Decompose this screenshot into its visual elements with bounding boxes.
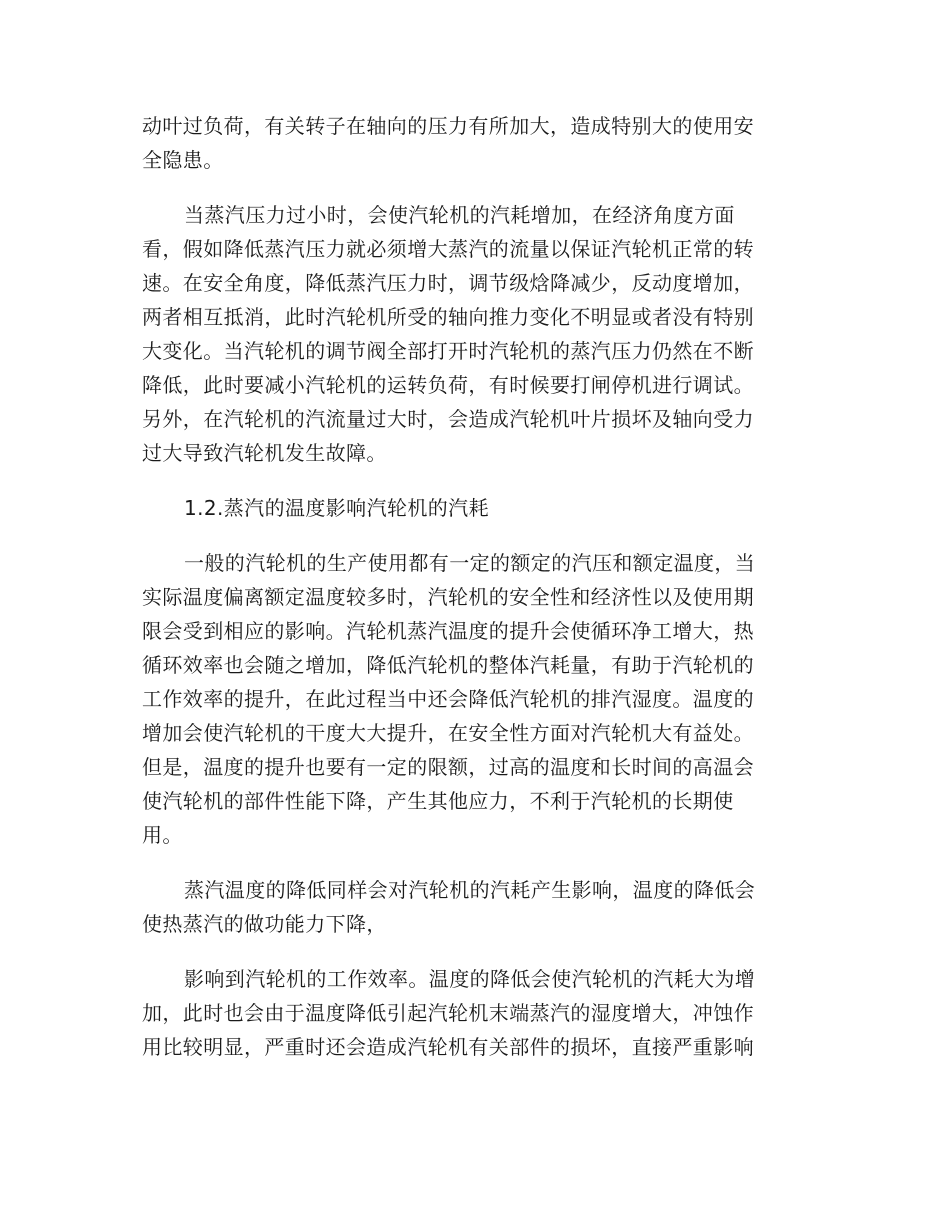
paragraph-2-line-2: 看，假如降低蒸汽压力就必须增大蒸汽的流量以保证汽轮机正常的转 <box>142 237 754 261</box>
paragraph-2-line-4: 两者相互抵消，此时汽轮机所受的轴向推力变化不明显或者没有特别 <box>142 305 754 329</box>
paragraph-2-line-6: 降低，此时要减小汽轮机的运转负荷，有时候要打闸停机进行调试。 <box>142 373 754 397</box>
paragraph-3-line-4: 循环效率也会随之增加，降低汽轮机的整体汽耗量，有助于汽轮机的 <box>142 653 754 677</box>
paragraph-4-line-1: 蒸汽温度的降低同样会对汽轮机的汽耗产生影响，温度的降低会 <box>184 878 756 902</box>
paragraph-3-line-8: 使汽轮机的部件性能下降，产生其他应力，不利于汽轮机的长期使 <box>142 789 734 813</box>
paragraph-2-line-7: 另外，在汽轮机的汽流量过大时，会造成汽轮机叶片损坏及轴向受力 <box>142 407 754 431</box>
paragraph-3-line-2: 实际温度偏离额定温度较多时，汽轮机的安全性和经济性以及使用期 <box>142 585 754 609</box>
paragraph-5-line-3: 用比较明显，严重时还会造成汽轮机有关部件的损坏，直接严重影响 <box>142 1035 754 1059</box>
paragraph-2-line-8: 过大导致汽轮机发生故障。 <box>142 441 387 465</box>
paragraph-5-line-2: 加，此时也会由于温度降低引起汽轮机末端蒸汽的湿度增大，冲蚀作 <box>142 1001 754 1025</box>
paragraph-3-line-1: 一般的汽轮机的生产使用都有一定的额定的汽压和额定温度，当 <box>184 551 756 575</box>
paragraph-1-line-2: 全隐患。 <box>142 148 224 172</box>
paragraph-2-line-1: 当蒸汽压力过小时，会使汽轮机的汽耗增加，在经济角度方面 <box>184 203 735 227</box>
section-heading: 1.2.蒸汽的温度影响汽轮机的汽耗 <box>184 496 489 520</box>
paragraph-4-line-2: 使热蒸汽的做功能力下降， <box>142 912 387 936</box>
paragraph-2-line-3: 速。在安全角度，降低蒸汽压力时，调节级焓降减少，反动度增加， <box>142 271 754 295</box>
paragraph-1-line-1: 动叶过负荷，有关转子在轴向的压力有所加大，造成特别大的使用安 <box>142 114 754 138</box>
paragraph-3-line-3: 限会受到相应的影响。汽轮机蒸汽温度的提升会使循环净工增大，热 <box>142 619 754 643</box>
paragraph-3-line-7: 但是，温度的提升也要有一定的限额，过高的温度和长时间的高温会 <box>142 755 754 779</box>
paragraph-3-line-9: 用。 <box>142 823 183 847</box>
paragraph-3-line-6: 增加会使汽轮机的干度大大提升，在安全性方面对汽轮机大有益处。 <box>142 721 754 745</box>
paragraph-2-line-5: 大变化。当汽轮机的调节阀全部打开时汽轮机的蒸汽压力仍然在不断 <box>142 339 754 363</box>
paragraph-3-line-5: 工作效率的提升，在此过程当中还会降低汽轮机的排汽湿度。温度的 <box>142 687 754 711</box>
paragraph-5-line-1: 影响到汽轮机的工作效率。温度的降低会使汽轮机的汽耗大为增 <box>184 967 756 991</box>
